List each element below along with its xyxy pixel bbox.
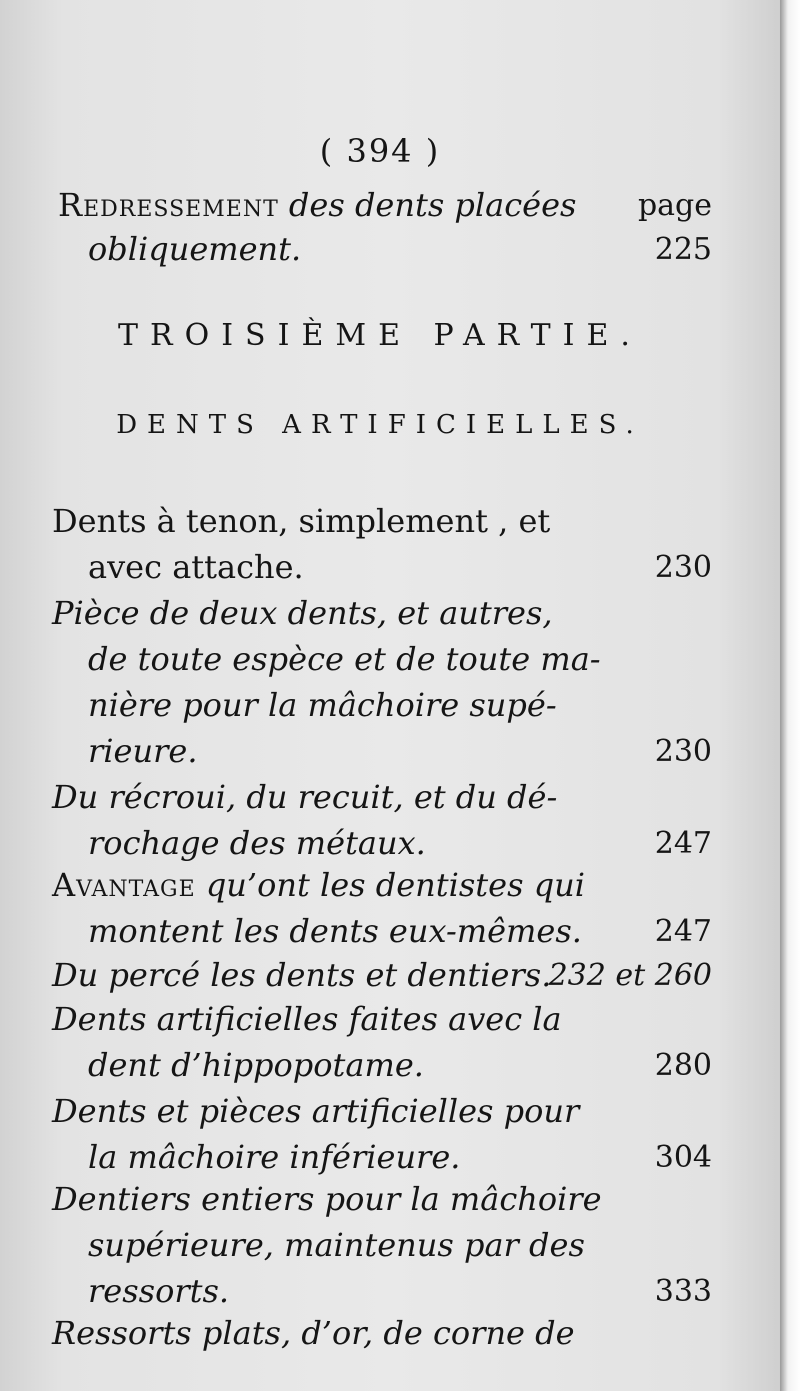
page-number: ( 394 ) — [319, 132, 441, 170]
page-label: page — [637, 188, 712, 223]
entry-2-page: 230 — [654, 734, 712, 769]
entry-8-line1: Dentiers entiers pour la mâchoire — [52, 1180, 602, 1218]
entry-5-page: 232 et 260 — [548, 958, 712, 993]
entry-redressement-line1 — [58, 186, 576, 224]
page-edge — [780, 0, 800, 1391]
entry-6-line2: dent d’hippopotame. — [88, 1046, 424, 1084]
entry-8-line2: supérieure, maintenus par des — [88, 1226, 585, 1264]
part-title: TROISIÈME PARTIE. — [118, 318, 642, 353]
entry-page-ref: 225 — [654, 232, 712, 267]
entry-3-line1: Du récroui, du recuit, et du dé- — [52, 778, 558, 816]
entry-6-line1: Dents artificielles faites avec la — [52, 1000, 562, 1038]
entry-redressement-line2: obliquement. — [88, 230, 302, 268]
entry-7-line1: Dents et pièces artificielles pour — [52, 1092, 580, 1130]
entry-2-line2: de toute espèce et de toute ma- — [88, 640, 601, 678]
entry-4-text: qu’ont les dentistes qui — [195, 866, 586, 904]
entry-8-page: 333 — [654, 1274, 712, 1309]
entry-3-page: 247 — [654, 826, 712, 861]
entry-6-page: 280 — [654, 1048, 712, 1083]
entry-1-page: 230 — [654, 550, 712, 585]
entry-9-line1: Ressorts plats, d’or, de corne de — [52, 1314, 575, 1352]
entry-4-line1 — [52, 866, 585, 904]
entry-5-line1: Du percé les dents et dentiers. — [52, 956, 552, 994]
entry-8-line3: ressorts. — [88, 1272, 230, 1310]
entry-text: des dents placées — [278, 186, 577, 224]
entry-3-line2: rochage des métaux. — [88, 824, 426, 862]
entry-7-line2: la mâchoire inférieure. — [88, 1138, 461, 1176]
entry-2-line1: Pièce de deux dents, et autres, — [52, 594, 553, 632]
entry-1-line2: avec attache. — [88, 548, 304, 586]
entry-2-line3: nière pour la mâchoire supé- — [88, 686, 557, 724]
entry-4-keyword: Avantage — [52, 866, 196, 904]
entry-4-line2: montent les dents eux-mêmes. — [88, 912, 582, 950]
entry-4-page: 247 — [654, 914, 712, 949]
entry-keyword: Redressement — [58, 186, 279, 224]
entry-7-page: 304 — [654, 1140, 712, 1175]
entry-1-line1: Dents à tenon, simplement , et — [52, 502, 551, 540]
entry-2-line4: rieure. — [88, 732, 198, 770]
section-title: DENTS ARTIFICIELLES. — [116, 410, 644, 440]
